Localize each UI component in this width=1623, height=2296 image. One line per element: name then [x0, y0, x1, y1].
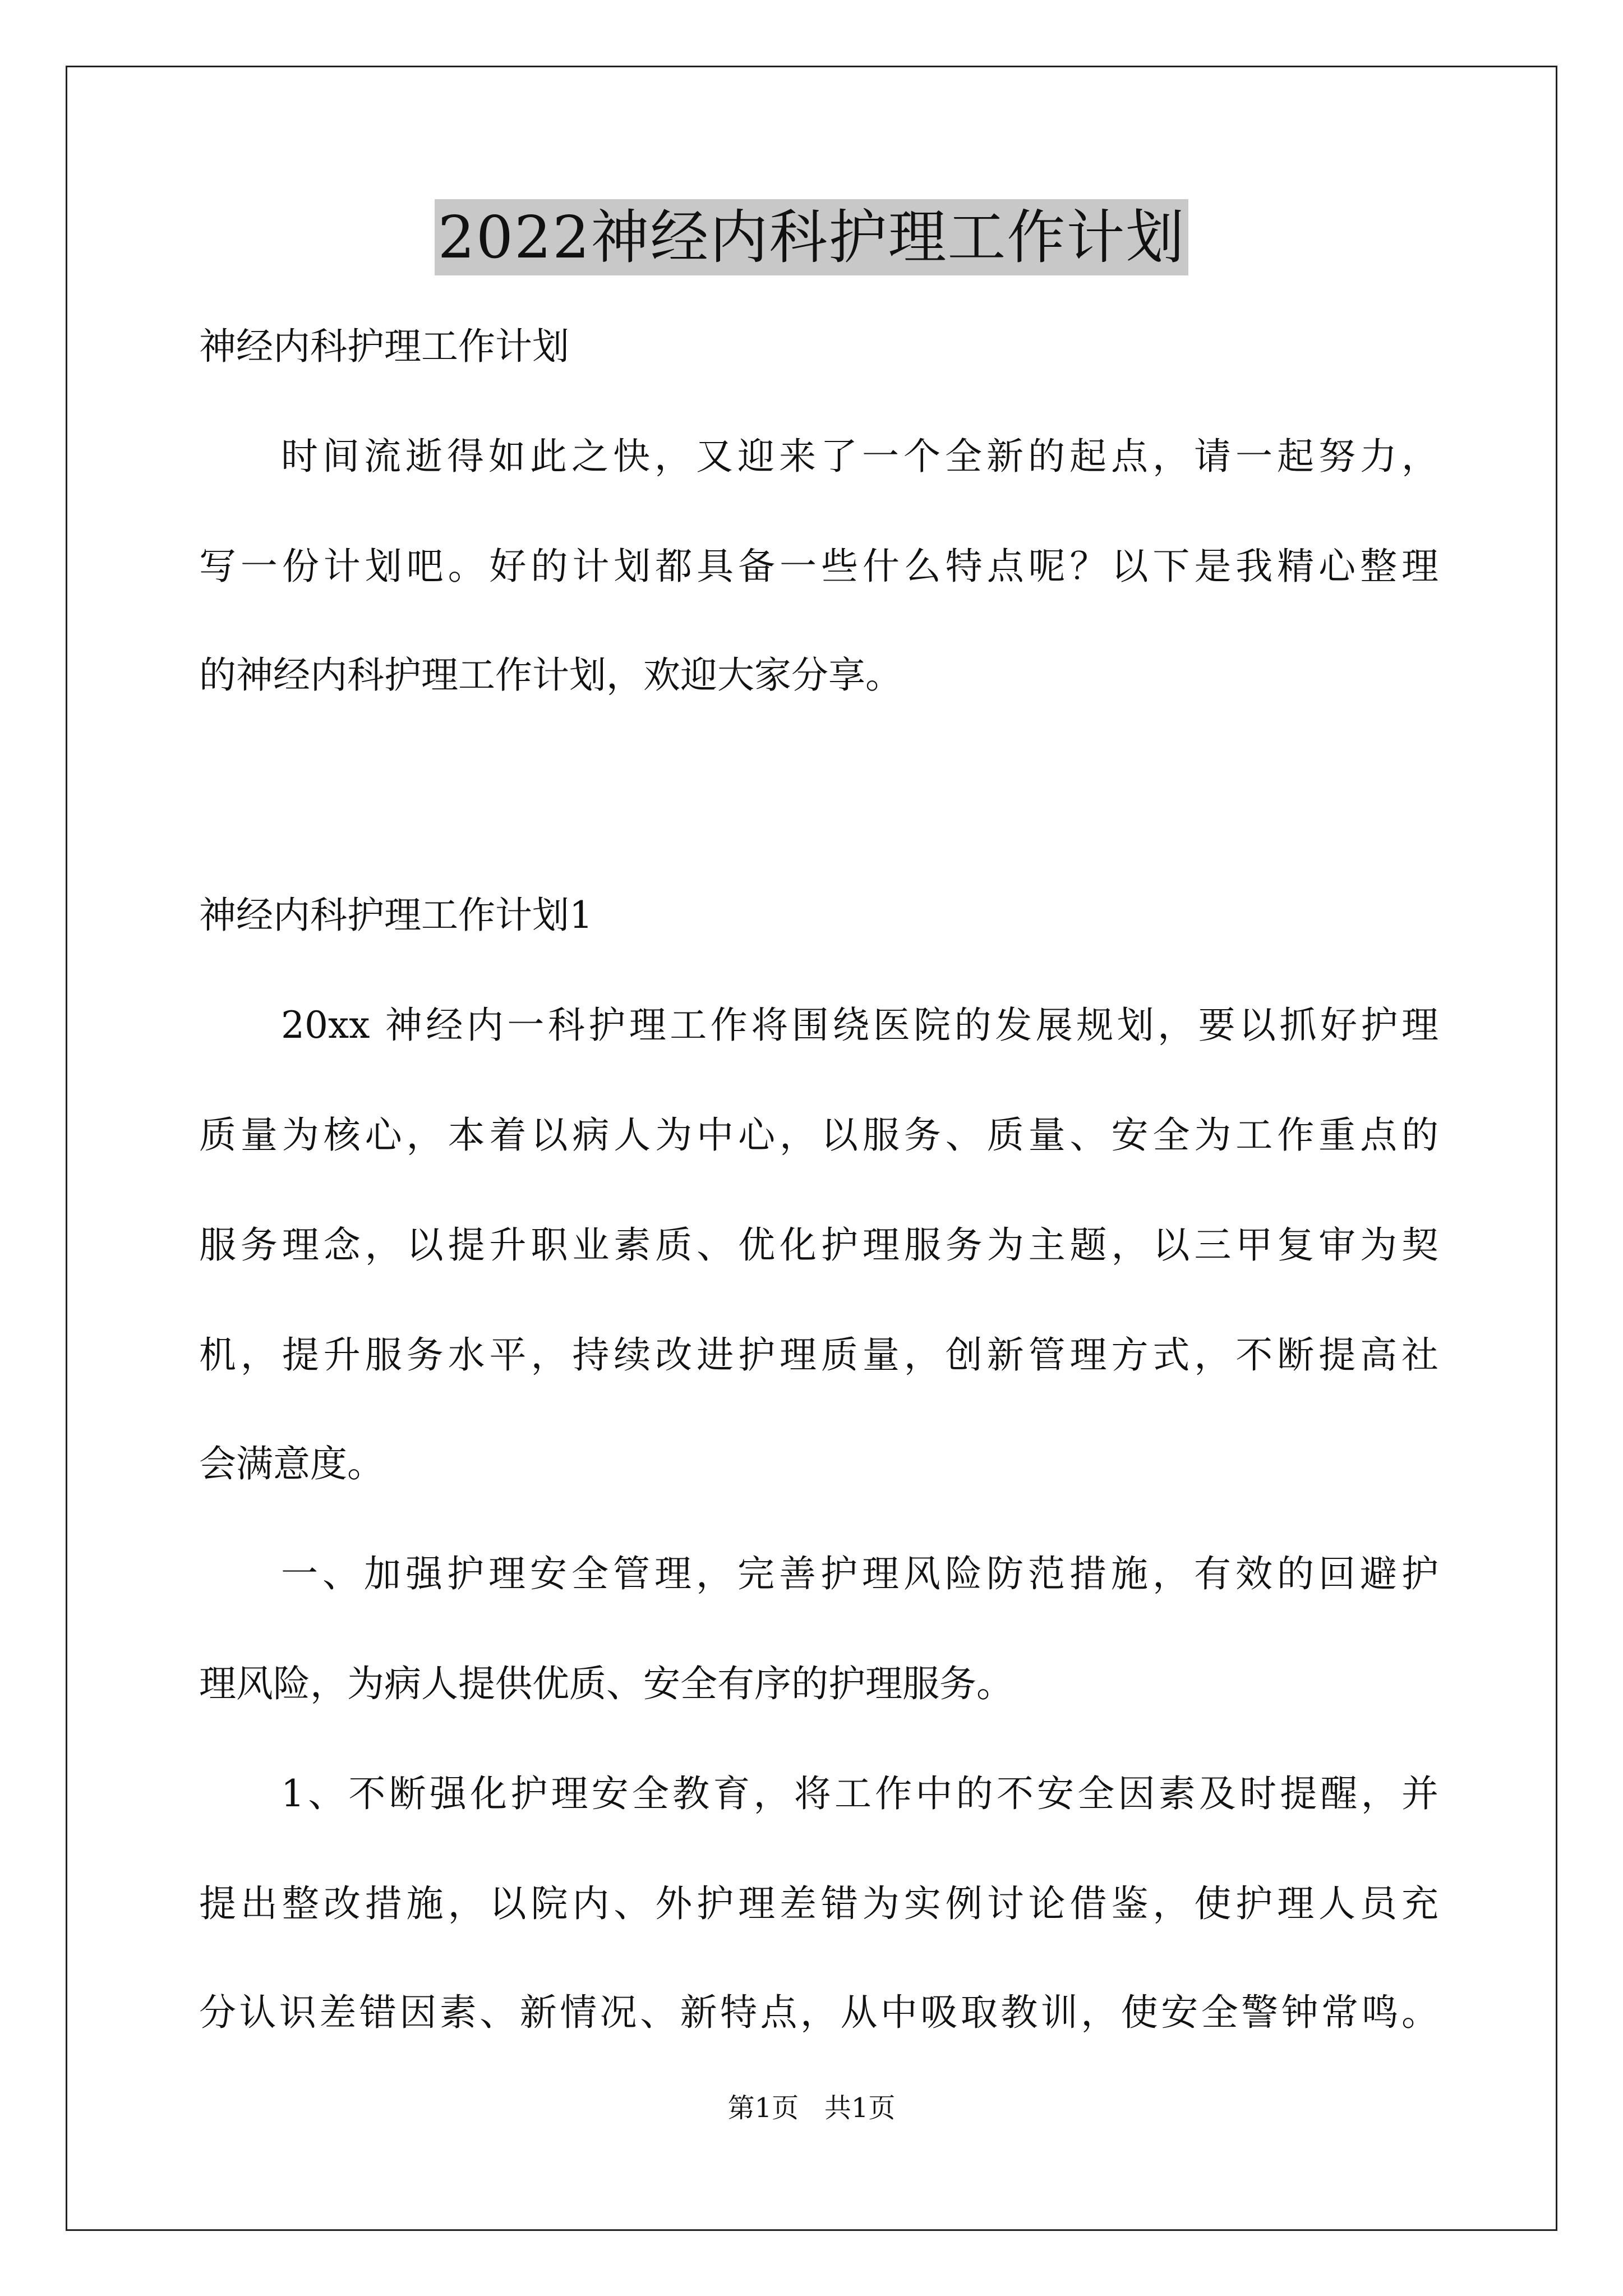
- title-container: [0, 199, 1623, 275]
- para3-line-2: 提出整改措施，以院内、外护理差错为实例讨论借鉴，使护理人员充: [199, 1882, 1438, 1925]
- section-heading: 神经内科护理工作计划1: [199, 894, 593, 937]
- page-footer: 第1页 共1页: [727, 2092, 896, 2124]
- para2-line-1: 一、加强护理安全管理，完善护理风险防范措施，有效的回避护: [281, 1552, 1438, 1595]
- para1-line-4: 机，提升服务水平，持续改进护理质量，创新管理方式，不断提高社: [199, 1333, 1438, 1377]
- subtitle: 神经内科护理工作计划: [199, 325, 569, 368]
- para3-line-3: 分认识差错因素、新情况、新特点，从中吸取教训，使安全警钟常鸣。: [199, 1991, 1438, 2034]
- document-title: 2022神经内科护理工作计划: [435, 199, 1189, 275]
- intro-line-3: 的神经内科护理工作计划，欢迎大家分享。: [199, 654, 902, 697]
- para3-line-1: 1、不断强化护理安全教育，将工作中的不安全因素及时提醒，并: [281, 1772, 1438, 1815]
- para2-line-2: 理风险，为病人提供优质、安全有序的护理服务。: [199, 1662, 1013, 1705]
- intro-line-2: 写一份计划吧。好的计划都具备一些什么特点呢？以下是我精心整理: [199, 545, 1438, 588]
- para1-line-5: 会满意度。: [199, 1442, 384, 1485]
- intro-line-1: 时间流逝得如此之快，又迎来了一个全新的起点，请一起努力，: [281, 435, 1438, 478]
- para1-line-1: 20xx 神经内一科护理工作将围绕医院的发展规划，要以抓好护理: [281, 1004, 1438, 1047]
- para1-line-2: 质量为核心，本着以病人为中心，以服务、质量、安全为工作重点的: [199, 1114, 1438, 1157]
- para1-line-3: 服务理念，以提升职业素质、优化护理服务为主题，以三甲复审为契: [199, 1223, 1438, 1267]
